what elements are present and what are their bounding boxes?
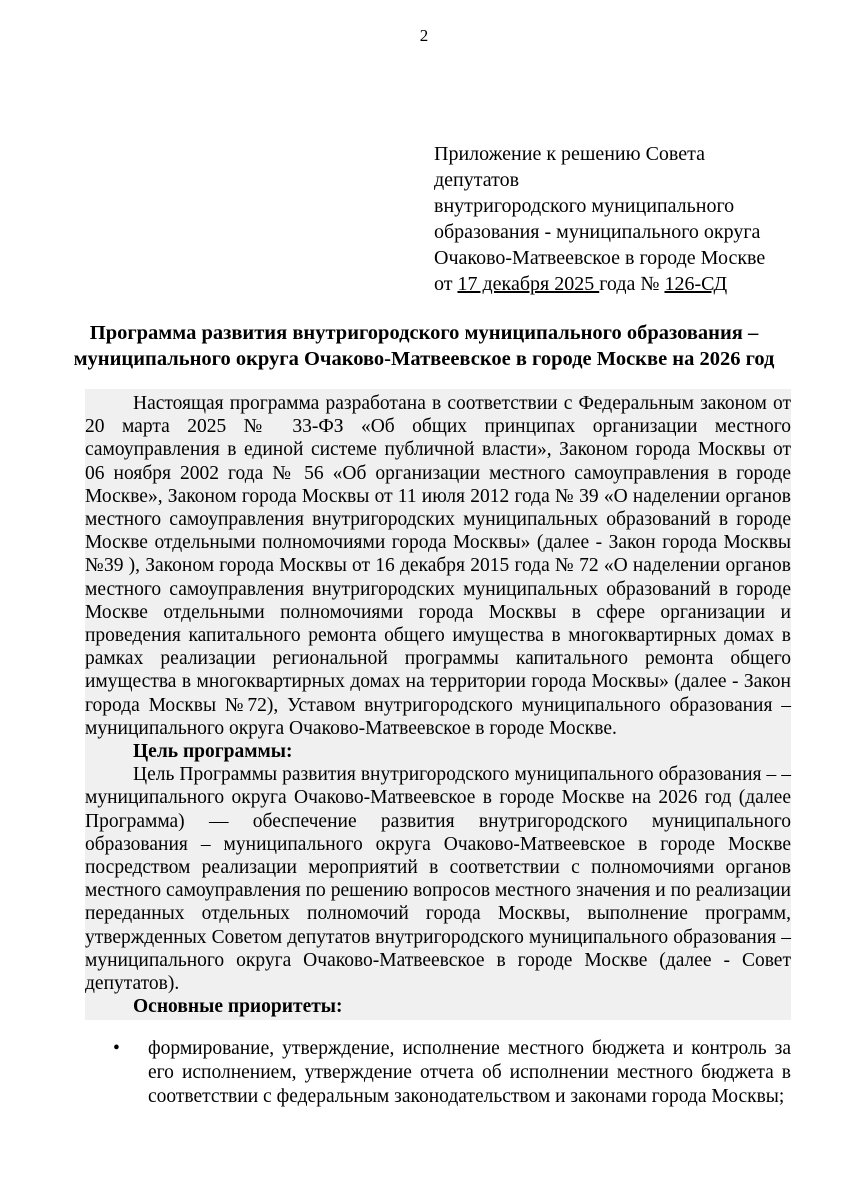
appendix-line: образования - муниципального округа <box>434 221 761 243</box>
paragraph-program-goal: Цель Программы развития внутригородского муниципального образования – –муниципального округа Очаково-Матвеевское в городе Москве на 2026 год (далее Программа) — обеспечение развития внутригородского муниципального образования – муниципального округа Очаково-Матвеевское в городе Москве посредством реализации мероприятий в соответствии с полномочиями органов местного самоуправления по решению вопросов местного значения и по реализации переданных отдельных полномочий города Москвы, выполнение программ, утвержденных Советом депутатов внутригородского муниципального образования – муниципального округа Очаково-Матвеевское в городе Москве (далее - Совет депутатов). <box>85 764 791 995</box>
date-line-prefix: от <box>434 273 458 295</box>
decision-number-underlined: 126-СД <box>664 273 728 295</box>
bullet-text: формирование, утверждение, исполнение местного бюджета и контроль за его исполнением, утверждение отчета об исполнении местного бюджета в соответствии с федеральным законодательством и законами города Москвы; <box>148 1038 791 1107</box>
appendix-line: депутатов <box>434 169 520 191</box>
document-title: Программа развития внутригородского муниципального образования – муниципального округа Очаково-Матвеевское в городе Москве на 2026 год <box>73 322 775 370</box>
appendix-line: внутригородского муниципального <box>434 195 735 217</box>
date-line-middle: года № <box>599 273 665 295</box>
list-item <box>85 1037 791 1109</box>
priorities-heading: Основные приоритеты: <box>133 996 343 1018</box>
body-text-block <box>85 389 791 1020</box>
bullet-marker: • <box>113 1038 120 1059</box>
priorities-bullet-list <box>85 1037 791 1109</box>
appendix-date-line <box>434 271 779 297</box>
appendix-line: Приложение к решению Совета <box>434 143 705 165</box>
paragraph-legal-basis: Настоящая программа разработана в соответствии с Федеральным законом от 20 марта 2025 № 33-ФЗ «Об общих принципах организации местного самоуправления в единой системе публичной власти», Законом города Москвы от 06 ноября 2002 года № 56 «Об организации местного самоуправления в городе Москве», Законом города Москвы от 11 июля 2012 года № 39 «О наделении органов местного самоуправления внутригородских муниципальных образований в городе Москве отдельными полномочиями города Москвы» (далее - Закон города Москвы №39 ), Законом города Москвы от 16 декабря 2015 года № 72 «О наделении органов местного самоуправления внутригородских муниципальных образований в городе Москве отдельными полномочиями города Москвы в сфере организации и проведения капитального ремонта общего имущества в многоквартирных домах в рамках реализации региональной программы капитального ремонта общего имущества в многоквартирных домах на территории города Москвы» (далее - Закон города Москвы №72), Уставом внутригородского муниципального образования – муниципального округа Очаково-Матвеевское в городе Москве. <box>85 393 791 739</box>
appendix-line: Очаково-Матвеевское в городе Москве <box>434 247 766 269</box>
appendix-block <box>434 141 779 297</box>
decision-date-underlined: 17 декабря 2025 <box>457 273 600 295</box>
goal-heading: Цель программы: <box>133 741 293 763</box>
page-number: 2 <box>419 26 429 45</box>
